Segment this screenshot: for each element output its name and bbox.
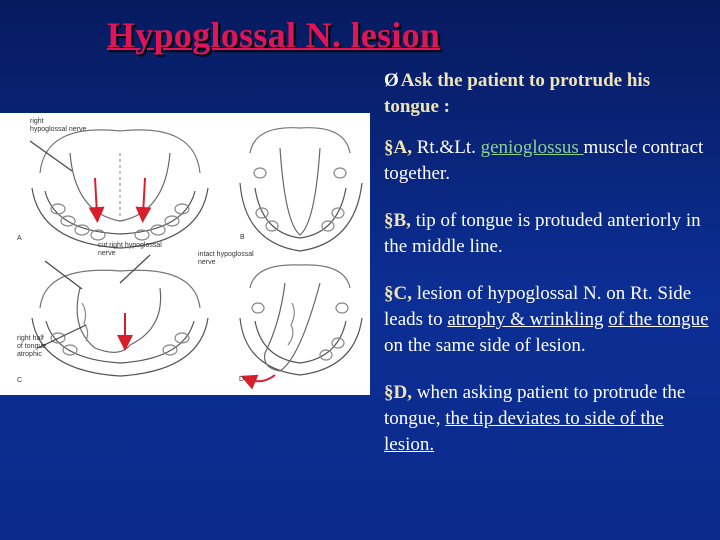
label-panel-d: D xyxy=(239,376,245,383)
label-right-nerve-line2: hypoglossal nerve xyxy=(30,126,87,133)
intro-text-body: Ask the patient to protrude his tongue : xyxy=(384,70,651,117)
bullet-c xyxy=(384,281,714,359)
bullet-c-mark: §C, xyxy=(384,283,412,304)
bullet-d-text-1: when asking patient to protrude the tongue, xyxy=(384,382,686,429)
tongue-diagram-svg xyxy=(0,113,370,395)
label-intact-nerve-line2: nerve xyxy=(198,259,216,266)
bullet-a-text-1: Rt.&Lt. xyxy=(411,137,481,158)
bullet-b xyxy=(384,208,714,260)
label-panel-a: A xyxy=(17,235,22,242)
bullet-c-atrophy: atrophy & wrinkling xyxy=(447,309,604,330)
label-cut-nerve-line1: cut right hypoglossal xyxy=(98,242,162,249)
bullet-b-mark: §B, xyxy=(384,210,411,231)
bullet-c-text-1: lesion of hypoglossal N. on Rt. Side leads to xyxy=(384,283,692,330)
bullet-a xyxy=(384,135,714,187)
bullet-b-text: tip of tongue is protuded anteriorly in the middle line. xyxy=(384,210,701,257)
label-right-nerve-line1: right xyxy=(30,118,44,125)
label-cut-nerve xyxy=(98,242,164,257)
label-right-nerve xyxy=(30,118,87,133)
bullet-d-tip-deviates: the tip deviates to side of the lesion. xyxy=(384,408,664,455)
label-panel-b: B xyxy=(240,234,245,241)
bullet-a-text-2: muscle contract together. xyxy=(384,137,704,184)
slide-title: Hypoglossal N. lesion xyxy=(107,15,441,55)
label-atrophic-line2: of tongue xyxy=(17,343,47,350)
bullet-c-text-2: on the same side of lesion. xyxy=(384,335,586,356)
bullet-a-genioglossus: genioglossus xyxy=(480,137,584,158)
label-cut-nerve-line2: nerve xyxy=(98,250,116,257)
panel-d-drawing xyxy=(240,265,362,381)
label-atrophic-line3: atrophic xyxy=(17,351,42,358)
bullet-d xyxy=(384,380,714,458)
arrow-bullet-icon: Ø xyxy=(384,70,399,91)
bullet-a-mark: §A, xyxy=(384,137,412,158)
label-atrophic-line1: right half xyxy=(17,335,44,342)
panel-b-drawing xyxy=(240,128,362,251)
label-atrophic xyxy=(17,335,48,358)
panel-c-drawing xyxy=(32,255,208,376)
bullet-c-of-tongue: of the tongue xyxy=(608,309,709,330)
tongue-diagram-figure xyxy=(0,113,370,395)
bullet-list xyxy=(384,135,714,479)
label-intact-nerve xyxy=(198,251,256,266)
label-panel-c: C xyxy=(17,377,23,384)
label-intact-nerve-line1: intact hypoglossal xyxy=(198,251,254,258)
bullet-d-mark: §D, xyxy=(384,382,412,403)
intro-text xyxy=(384,68,704,120)
panel-a-drawing xyxy=(30,130,208,248)
